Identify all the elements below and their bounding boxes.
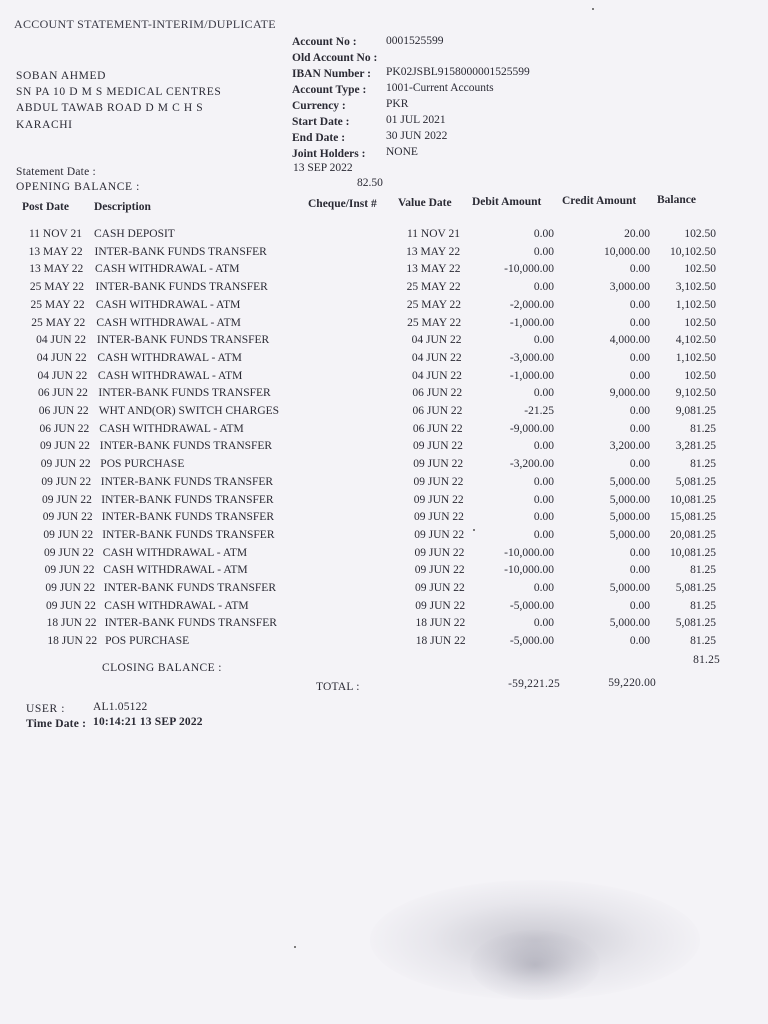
- row-balance: 102.50: [684, 228, 716, 240]
- row-post-date: 11 NOV 21: [28, 228, 82, 240]
- row-post-date: 04 JUN 22: [36, 351, 87, 364]
- row-description: INTER-BANK FUNDS TRANSFER: [95, 281, 268, 294]
- row-value-date: 25 MAY 22: [406, 298, 461, 311]
- statement-date-label: Statement Date :: [16, 166, 96, 178]
- row-description: INTER-BANK FUNDS TRANSFER: [98, 387, 271, 400]
- row-balance: 102.50: [684, 263, 716, 276]
- start-date-label: Start Date :: [292, 116, 350, 128]
- table-row: [0, 281, 768, 299]
- row-credit: 5,000.00: [609, 582, 650, 594]
- row-balance: 15,081.25: [670, 511, 716, 524]
- row-value-date: 18 JUN 22: [415, 617, 466, 630]
- row-credit: 5,000.00: [609, 493, 650, 506]
- row-value-date: 04 JUN 22: [411, 351, 462, 364]
- table-row: [0, 564, 768, 582]
- header-debit: Debit Amount: [472, 196, 542, 208]
- row-value-date: 09 JUN 22: [414, 511, 464, 524]
- row-debit: -5,000.00: [509, 635, 554, 648]
- row-balance: 81.25: [690, 458, 716, 471]
- row-post-date: 09 JUN 22: [42, 511, 93, 524]
- row-debit: -2,000.00: [509, 298, 554, 311]
- row-value-date: 09 JUN 22: [414, 564, 465, 577]
- closing-balance-label: CLOSING BALANCE :: [102, 662, 222, 674]
- end-date-value: 30 JUN 2022: [386, 130, 448, 142]
- row-credit: 0.00: [629, 263, 650, 276]
- row-description: CASH WITHDRAWAL - ATM: [97, 369, 243, 382]
- statement-title: ACCOUNT STATEMENT-INTERIM/DUPLICATE: [14, 17, 276, 31]
- row-debit: 0.00: [533, 511, 554, 524]
- time-date-label: Time Date :: [26, 718, 87, 730]
- row-credit: 0.00: [629, 635, 650, 648]
- row-description: CASH WITHDRAWAL - ATM: [102, 546, 248, 559]
- table-row: [0, 582, 768, 600]
- row-description: CASH WITHDRAWAL - ATM: [103, 564, 248, 577]
- table-row: [0, 617, 768, 635]
- row-description: CASH WITHDRAWAL - ATM: [95, 263, 240, 276]
- row-post-date: 09 JUN 22: [45, 582, 96, 594]
- row-balance: 9,081.25: [675, 405, 716, 417]
- customer-name: SOBAN AHMED: [16, 70, 106, 82]
- row-balance: 5,081.25: [675, 475, 716, 488]
- table-row: [0, 476, 768, 494]
- account-type-value: 1001-Current Accounts: [386, 82, 494, 94]
- joint-holders-label: Joint Holders :: [292, 148, 366, 160]
- row-balance: 5,081.25: [675, 617, 716, 630]
- row-value-date: 09 JUN 22: [414, 546, 465, 559]
- row-credit: 0.00: [629, 599, 650, 612]
- row-description: INTER-BANK FUNDS TRANSFER: [100, 475, 274, 488]
- user-label: USER :: [26, 703, 66, 715]
- row-balance: 3,281.25: [675, 440, 716, 453]
- old-account-no-label: Old Account No :: [292, 52, 378, 64]
- row-balance: 20,081.25: [670, 528, 716, 541]
- row-credit: 0.00: [629, 564, 650, 577]
- row-post-date: 09 JUN 22: [44, 564, 95, 577]
- row-debit: -1,000.00: [509, 316, 554, 329]
- row-value-date: 06 JUN 22: [412, 387, 463, 400]
- row-description: INTER-BANK FUNDS TRANSFER: [103, 582, 276, 594]
- row-description: INTER-BANK FUNDS TRANSFER: [101, 493, 274, 506]
- row-post-date: 09 JUN 22: [42, 493, 92, 506]
- row-debit: 0.00: [533, 528, 554, 541]
- row-description: INTER-BANK FUNDS TRANSFER: [99, 440, 273, 453]
- row-credit: 0.00: [629, 351, 650, 364]
- start-date-value: 01 JUL 2021: [386, 114, 446, 126]
- table-row: [0, 511, 768, 529]
- row-balance: 1,102.50: [675, 298, 716, 311]
- row-debit: -10,000.00: [504, 546, 554, 559]
- row-post-date: 13 MAY 22: [28, 245, 83, 258]
- opening-balance-value: 82.50: [357, 177, 383, 189]
- closing-balance-value: 81.25: [693, 654, 720, 666]
- row-debit: 0.00: [533, 440, 554, 453]
- row-value-date: 09 JUN 22: [415, 599, 466, 612]
- header-post-date: Post Date: [22, 201, 69, 213]
- header-credit: Credit Amount: [562, 195, 637, 207]
- row-post-date: 25 MAY 22: [30, 298, 85, 311]
- row-value-date: 09 JUN 22: [413, 475, 464, 488]
- customer-address-line1: SN PA 10 D M S MEDICAL CENTRES: [16, 86, 222, 98]
- row-debit: -10,000.00: [504, 263, 554, 276]
- row-balance: 102.50: [684, 316, 716, 329]
- row-credit: 0.00: [629, 405, 650, 417]
- scan-smudge: [470, 930, 600, 1000]
- row-balance: 81.25: [690, 564, 716, 577]
- scan-dot: [294, 946, 296, 948]
- table-row: [0, 547, 768, 565]
- account-no-value: 0001525599: [386, 35, 444, 47]
- table-row: [0, 423, 768, 441]
- row-description: INTER-BANK FUNDS TRANSFER: [96, 334, 270, 347]
- row-value-date: 18 JUN 22: [415, 635, 466, 648]
- total-label: TOTAL :: [316, 681, 360, 693]
- table-row: [0, 370, 768, 388]
- row-description: INTER-BANK FUNDS TRANSFER: [101, 511, 274, 524]
- row-debit: -21.25: [524, 405, 554, 417]
- row-credit: 5,000.00: [609, 528, 650, 541]
- table-row: [0, 246, 768, 264]
- iban-value: PK02JSBL9158000001525599: [386, 66, 530, 78]
- row-post-date: 04 JUN 22: [37, 369, 88, 382]
- row-description: CASH WITHDRAWAL - ATM: [104, 599, 249, 612]
- table-row: [0, 317, 768, 335]
- row-value-date: 09 JUN 22: [413, 440, 463, 453]
- table-row: [0, 635, 768, 653]
- row-balance: 3,102.50: [675, 281, 716, 294]
- row-value-date: 13 MAY 22: [406, 263, 461, 276]
- scan-dot: [592, 8, 594, 10]
- row-value-date: 13 MAY 22: [406, 245, 461, 258]
- table-row: [0, 600, 768, 618]
- row-post-date: 06 JUN 22: [38, 387, 88, 400]
- row-credit: 4,000.00: [609, 334, 650, 347]
- row-post-date: 06 JUN 22: [39, 422, 90, 435]
- row-post-date: 09 JUN 22: [40, 440, 90, 453]
- row-credit: 0.00: [629, 458, 650, 471]
- row-debit: 0.00: [533, 617, 554, 630]
- customer-address-line2: ABDUL TAWAB ROAD D M C H S: [16, 102, 204, 114]
- table-row: [0, 334, 768, 352]
- row-description: CASH WITHDRAWAL - ATM: [96, 316, 241, 329]
- row-debit: 0.00: [533, 475, 554, 488]
- header-description: Description: [94, 201, 151, 213]
- row-post-date: 09 JUN 22: [44, 546, 94, 559]
- row-value-date: 09 JUN 22: [413, 458, 464, 471]
- row-balance: 4,102.50: [675, 334, 716, 347]
- row-debit: -1,000.00: [509, 369, 554, 382]
- row-balance: 9,102.50: [675, 387, 716, 400]
- account-type-label: Account Type :: [292, 84, 367, 96]
- row-debit: 0.00: [533, 582, 554, 594]
- row-credit: 0.00: [629, 422, 650, 435]
- row-value-date: 04 JUN 22: [411, 334, 462, 347]
- table-row: [0, 405, 768, 423]
- time-date-value: 10:14:21 13 SEP 2022: [93, 716, 203, 728]
- currency-label: Currency :: [292, 100, 346, 112]
- row-debit: 0.00: [533, 334, 554, 347]
- header-balance: Balance: [657, 194, 696, 206]
- row-balance: 5,081.25: [675, 582, 716, 594]
- account-no-label: Account No :: [292, 36, 357, 48]
- row-credit: 20.00: [624, 228, 650, 240]
- customer-city: KARACHI: [16, 119, 73, 131]
- row-description: POS PURCHASE: [100, 458, 185, 471]
- row-value-date: 09 JUN 22: [413, 493, 464, 506]
- table-row: [0, 529, 768, 547]
- row-description: POS PURCHASE: [105, 635, 190, 648]
- row-debit: 0.00: [533, 387, 554, 400]
- joint-holders-value: NONE: [386, 146, 418, 158]
- row-value-date: 06 JUN 22: [412, 422, 463, 435]
- row-debit: -5,000.00: [509, 599, 554, 612]
- row-balance: 10,081.25: [670, 493, 716, 506]
- row-description: CASH WITHDRAWAL - ATM: [95, 298, 241, 311]
- row-value-date: 06 JUN 22: [412, 405, 463, 417]
- table-row: [0, 458, 768, 476]
- table-row: [0, 440, 768, 458]
- end-date-label: End Date :: [292, 132, 346, 144]
- row-debit: 0.00: [533, 493, 554, 506]
- row-debit: 0.00: [533, 245, 554, 258]
- row-debit: -9,000.00: [509, 422, 554, 435]
- row-credit: 3,200.00: [609, 440, 650, 453]
- row-credit: 5,000.00: [609, 511, 650, 524]
- row-credit: 0.00: [629, 298, 650, 311]
- row-balance: 81.25: [690, 635, 716, 648]
- row-balance: 81.25: [690, 599, 716, 612]
- row-credit: 0.00: [629, 316, 650, 329]
- table-row: [0, 263, 768, 281]
- table-row: [0, 352, 768, 370]
- row-credit: 5,000.00: [609, 617, 650, 630]
- row-debit: 0.00: [533, 228, 554, 240]
- row-balance: 10,102.50: [670, 245, 716, 258]
- row-balance: 81.25: [690, 422, 716, 435]
- row-description: WHT AND(OR) SWITCH CHARGES: [98, 405, 280, 417]
- row-post-date: 09 JUN 22: [43, 528, 94, 541]
- row-value-date: 11 NOV 21: [406, 228, 460, 240]
- iban-label: IBAN Number :: [292, 68, 372, 80]
- total-debit: -59,221.25: [508, 678, 560, 690]
- row-balance: 102.50: [684, 369, 716, 382]
- row-value-date: 25 MAY 22: [407, 316, 462, 329]
- row-description: CASH WITHDRAWAL - ATM: [99, 422, 244, 435]
- scan-dot: [473, 529, 475, 531]
- row-credit: 5,000.00: [609, 475, 650, 488]
- table-row: [0, 494, 768, 512]
- row-description: CASH DEPOSIT: [94, 228, 175, 240]
- row-post-date: 25 MAY 22: [29, 281, 84, 294]
- row-value-date: 25 MAY 22: [406, 281, 461, 294]
- row-value-date: 04 JUN 22: [412, 369, 462, 382]
- row-post-date: 18 JUN 22: [46, 617, 97, 630]
- row-description: INTER-BANK FUNDS TRANSFER: [94, 245, 267, 258]
- row-debit: -3,200.00: [509, 458, 554, 471]
- currency-value: PKR: [386, 98, 409, 110]
- row-balance: 10,081.25: [670, 546, 716, 559]
- row-post-date: 09 JUN 22: [41, 475, 92, 488]
- statement-date-value: 13 SEP 2022: [293, 162, 353, 174]
- row-post-date: 13 MAY 22: [29, 263, 84, 276]
- row-post-date: 18 JUN 22: [47, 635, 98, 648]
- header-value-date: Value Date: [398, 197, 452, 209]
- row-description: CASH WITHDRAWAL - ATM: [97, 351, 242, 364]
- row-description: INTER-BANK FUNDS TRANSFER: [102, 528, 275, 541]
- table-row: [0, 387, 768, 405]
- row-value-date: 09 JUN 22: [414, 582, 465, 594]
- row-post-date: 09 JUN 22: [40, 458, 91, 471]
- row-debit: 0.00: [533, 281, 554, 294]
- row-post-date: 09 JUN 22: [46, 599, 96, 612]
- opening-balance-label: OPENING BALANCE :: [16, 181, 140, 193]
- row-credit: 0.00: [629, 369, 650, 382]
- row-debit: -3,000.00: [509, 351, 554, 364]
- row-description: INTER-BANK FUNDS TRANSFER: [104, 617, 277, 630]
- row-post-date: 25 MAY 22: [31, 316, 86, 329]
- row-debit: -10,000.00: [504, 564, 554, 577]
- row-credit: 10,000.00: [604, 245, 650, 258]
- table-row: [0, 299, 768, 317]
- table-row: [0, 228, 768, 246]
- row-value-date: 09 JUN 22: [414, 528, 465, 541]
- row-credit: 9,000.00: [609, 387, 650, 400]
- row-credit: 3,000.00: [609, 281, 650, 294]
- row-post-date: 04 JUN 22: [36, 334, 86, 347]
- row-post-date: 06 JUN 22: [38, 405, 89, 417]
- row-credit: 0.00: [629, 546, 650, 559]
- user-value: AL1.05122: [93, 701, 148, 713]
- header-cheque: Cheque/Inst #: [308, 198, 377, 210]
- total-credit: 59,220.00: [608, 677, 656, 689]
- row-balance: 1,102.50: [675, 351, 716, 364]
